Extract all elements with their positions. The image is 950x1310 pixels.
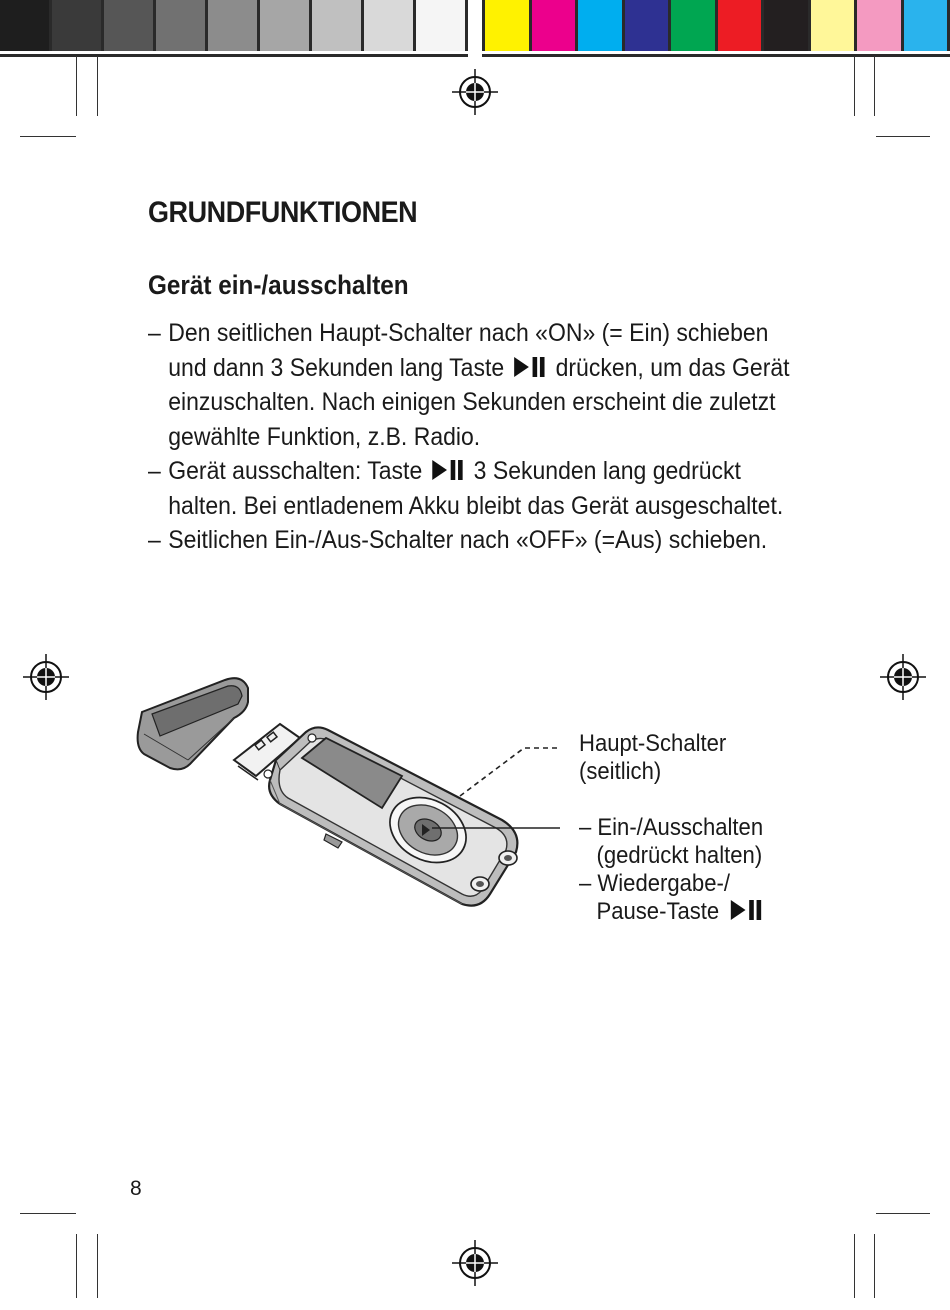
text-line: gewählte Funktion, z.B. Radio. <box>168 422 481 451</box>
text-line: 3 Sekunden lang gedrückt <box>473 457 741 485</box>
color-swatch <box>260 0 312 51</box>
play-pause-icon <box>728 899 765 921</box>
color-swatch <box>811 0 858 51</box>
registration-mark-icon <box>452 1240 498 1286</box>
callout-line: – Wiedergabe-/ <box>579 870 730 897</box>
text-line: Gerät ausschalten: Taste <box>168 457 423 485</box>
color-swatch <box>0 0 52 51</box>
callout-line-wrapper <box>579 898 768 926</box>
color-swatch <box>208 0 260 51</box>
color-swatch <box>904 0 950 51</box>
color-swatch <box>312 0 364 51</box>
crop-mark <box>20 136 76 137</box>
crop-mark <box>97 1234 98 1298</box>
instruction-list <box>148 316 828 558</box>
text-line: und dann 3 Sekunden lang Taste <box>168 353 505 382</box>
crop-mark <box>876 136 930 137</box>
play-pause-icon <box>431 459 464 481</box>
color-swatch <box>416 0 468 51</box>
color-swatch <box>671 0 718 51</box>
color-swatch <box>718 0 765 51</box>
text-line: halten. Bei entladenem Akku bleibt das Gerät ausgeschaltet. <box>168 491 784 520</box>
crop-mark <box>874 1234 875 1298</box>
color-swatch <box>532 0 579 51</box>
crop-mark <box>854 1234 855 1298</box>
text-line: Den seitlichen Haupt-Schalter nach «ON» (= Ein) schieben <box>168 319 769 347</box>
color-swatch <box>578 0 625 51</box>
crop-mark <box>76 56 77 116</box>
registration-mark-icon <box>23 654 69 700</box>
crop-mark <box>876 1213 930 1214</box>
crop-mark <box>20 1213 76 1214</box>
color-swatch <box>104 0 156 51</box>
color-swatch <box>764 0 811 51</box>
callout-line: Pause-Taste <box>596 898 720 925</box>
list-item <box>148 316 812 454</box>
mp3-player-illustration <box>130 672 570 922</box>
color-swatch <box>364 0 416 51</box>
usb-cap <box>138 678 248 769</box>
color-calibration-bar <box>482 0 950 57</box>
crop-mark <box>76 1234 77 1298</box>
leader-line-main-switch <box>460 748 560 796</box>
subsection-title: Gerät ein-/ausschalten <box>148 270 409 300</box>
text-line: drücken, um das Gerät <box>555 353 790 382</box>
callout-button <box>579 814 768 926</box>
registration-mark-icon <box>880 654 926 700</box>
crop-mark <box>874 56 875 116</box>
callout-line: (gedrückt halten) <box>596 842 763 869</box>
list-item <box>148 454 812 523</box>
page-number: 8 <box>130 1177 142 1200</box>
grayscale-calibration-bar <box>0 0 468 57</box>
play-pause-icon <box>513 356 546 378</box>
registration-mark-icon <box>452 69 498 115</box>
color-swatch <box>625 0 672 51</box>
crop-mark <box>97 56 98 116</box>
color-swatch <box>52 0 104 51</box>
section-title: GRUNDFUNKTIONEN <box>148 196 418 229</box>
callout-line: Haupt-Schalter <box>579 730 727 757</box>
crop-mark <box>854 56 855 116</box>
callout-line: – Ein-/Ausschalten <box>579 814 764 841</box>
callout-main-switch <box>579 730 726 786</box>
color-swatch <box>156 0 208 51</box>
player-body <box>264 727 517 905</box>
color-swatch <box>482 0 532 51</box>
color-swatch <box>857 0 904 51</box>
list-item <box>148 523 812 558</box>
text-line: Seitlichen Ein-/Aus-Schalter nach «OFF» (=Aus) schieben. <box>168 526 768 554</box>
callout-line: (seitlich) <box>579 758 662 785</box>
text-line: einzuschalten. Nach einigen Sekunden erscheint die zuletzt <box>168 388 776 416</box>
